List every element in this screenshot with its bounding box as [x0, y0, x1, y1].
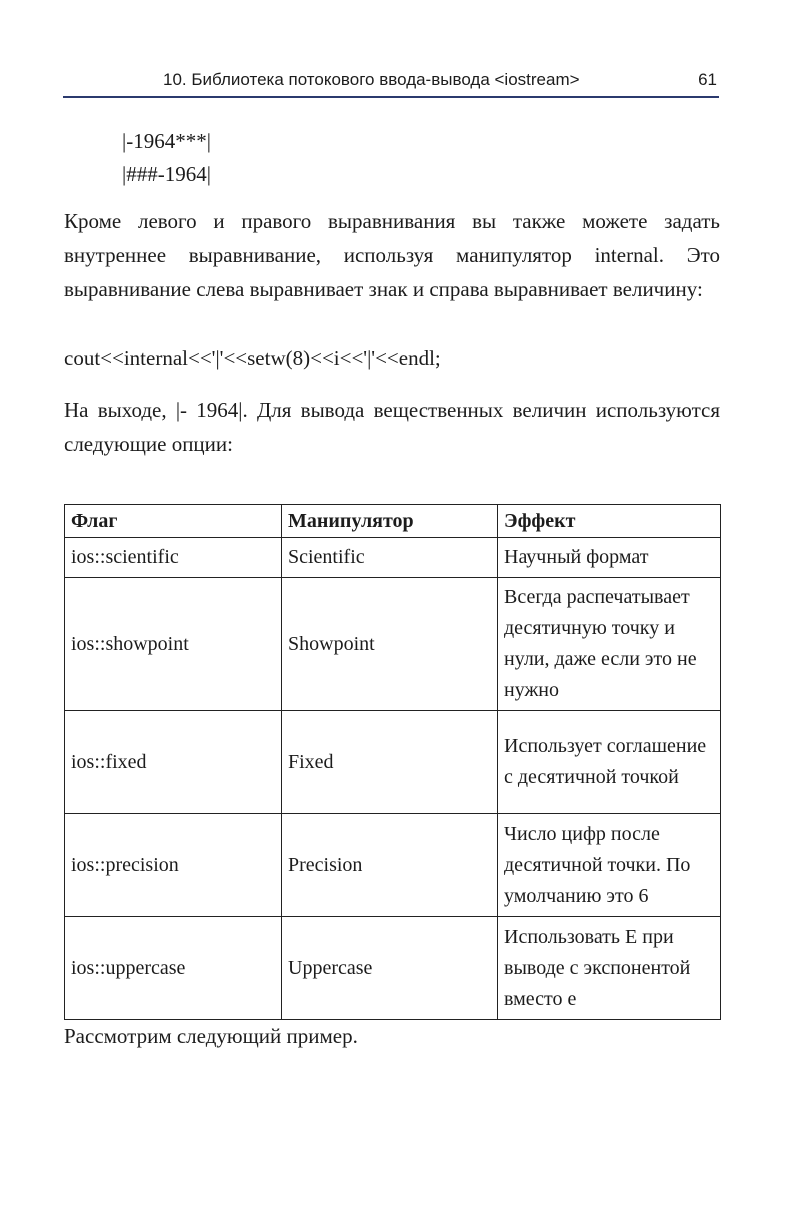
effect-cell: Число цифр после десятичной точки. По умолчанию это 6: [498, 814, 721, 917]
manipulator-cell: Scientific: [282, 538, 498, 578]
flags-table: [64, 504, 721, 1020]
chapter-title: 10. Библиотека потокового ввода-вывода <iostream>: [163, 70, 580, 89]
output-line: |###-1964|: [122, 162, 211, 186]
table-row: [65, 814, 721, 917]
output-line: |-1964***|: [122, 129, 211, 153]
table-row: [65, 578, 721, 711]
table-header-row: [65, 505, 721, 538]
flag-cell: ios::uppercase: [65, 917, 282, 1020]
table-row: [65, 711, 721, 814]
column-header-manipulator: Манипулятор: [282, 505, 498, 538]
manipulator-cell: Fixed: [282, 711, 498, 814]
table-row: [65, 917, 721, 1020]
flag-cell: ios::scientific: [65, 538, 282, 578]
manipulator-cell: Uppercase: [282, 917, 498, 1020]
flag-cell: ios::fixed: [65, 711, 282, 814]
closing-paragraph: Рассмотрим следующий пример.: [64, 1024, 358, 1048]
effect-cell: Научный формат: [498, 538, 721, 578]
table-row: [65, 538, 721, 578]
column-header-effect: Эффект: [498, 505, 721, 538]
output-example: [122, 125, 211, 191]
column-header-flag: Флаг: [65, 505, 282, 538]
paragraph-internal-alignment: Кроме левого и правого выравнивания вы также можете задать внутреннее выравнивание, используя манипулятор internal. Это выравнивание слева выравнивает знак и справа выравнивает величину:: [64, 209, 720, 301]
paragraph-output: На выходе, |- 1964|. Для вывода вещественных величин используются следующие опции:: [64, 398, 720, 456]
page-number: 61: [698, 70, 717, 89]
manipulator-cell: Precision: [282, 814, 498, 917]
flag-cell: ios::showpoint: [65, 578, 282, 711]
code-line: cout<<internal<<'|'<<setw(8)<<i<<'|'<<endl;: [64, 346, 441, 370]
effect-cell: Использовать Е при выводе с экспонентой вместо е: [498, 917, 721, 1020]
running-header: [63, 68, 719, 98]
effect-cell: Всегда распечатывает десятичную точку и нули, даже если это не нужно: [498, 578, 721, 711]
manipulator-cell: Showpoint: [282, 578, 498, 711]
effect-cell: Использует соглашение с десятичной точкой: [498, 711, 721, 814]
flag-cell: ios::precision: [65, 814, 282, 917]
